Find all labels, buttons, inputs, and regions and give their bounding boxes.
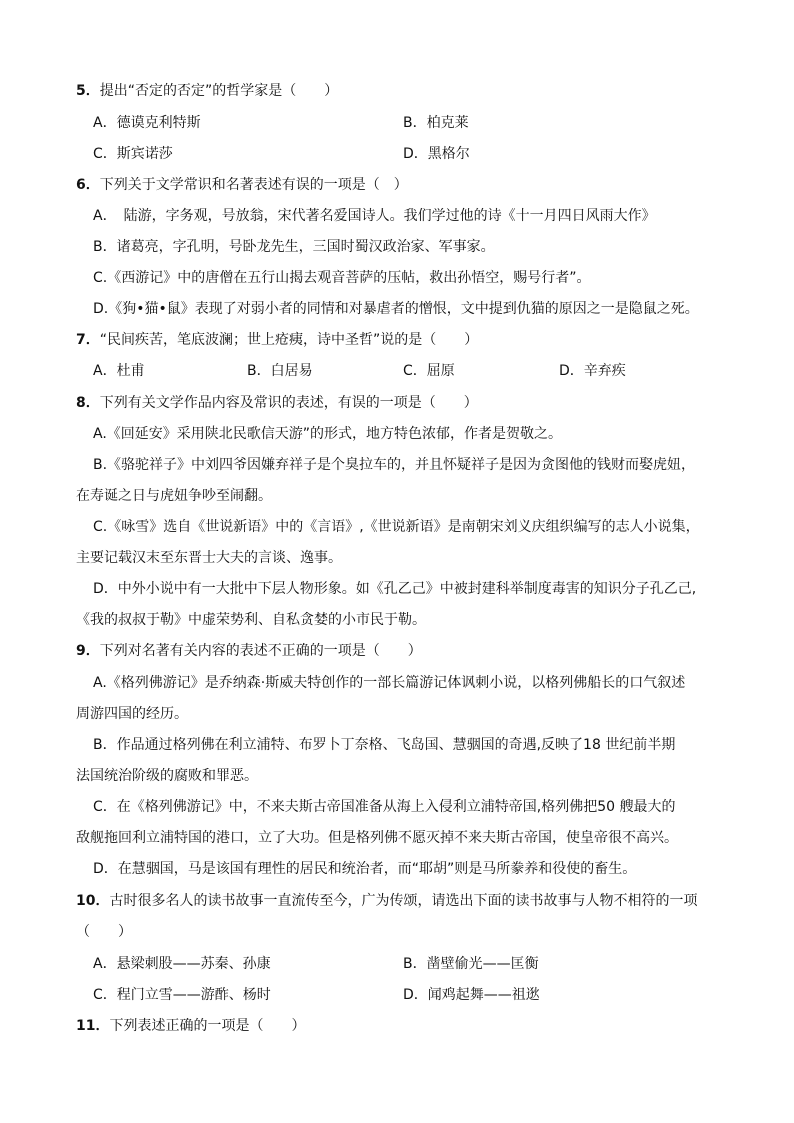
question-stem: 下列有关文学作品内容及常识的表述，有误的一项是（ ）	[99, 395, 478, 411]
option-b: B．凿壁偷光——匡衡	[403, 956, 539, 972]
option-a: A.《格列佛游记》是乔纳森·斯威夫特创作的一部长篇游记体讽刺小说，以格列佛船长的口气叙述	[93, 675, 686, 691]
option-b: B．作品通过格列佛在利立浦特、布罗卜丁奈格、飞岛国、慧骃国的奇遇,反映了18 世纪前半期	[93, 737, 676, 753]
option-c: C．在《格列佛游记》中，不来夫斯古帝国准备从海上入侵利立浦特帝国,格列佛把50 艘最大的	[93, 799, 676, 815]
option-a: A． 陆游，字务观，号放翁，宋代著名爱国诗人。我们学过他的诗《十一月四日风雨大作》	[93, 208, 656, 224]
option-d: D．在慧骃国，马是该国有理性的居民和统治者，而“耶胡”则是马所豢养和役使的畜生。	[93, 861, 637, 877]
option-c: C．程门立雪——游酢、杨时	[93, 987, 271, 1003]
question-5	[76, 81, 338, 101]
option-d-continued: 《我的叔叔于勒》中虚荣势利、自私贪婪的小市民于勒。	[76, 612, 426, 628]
question-stem: 古时很多名人的读书故事一直流传至今，广为传颂，请选出下面的读书故事与人物不相符的一项	[109, 893, 698, 909]
question-number: 7．	[76, 332, 100, 348]
question-6	[76, 175, 408, 195]
option-a: A．德谟克利特斯	[93, 115, 201, 131]
option-a-continued: 周游四国的经历。	[76, 706, 188, 722]
option-c: C.《西游记》中的唐僧在五行山揭去观音菩萨的压帖，救出孙悟空，赐号行者”。	[93, 270, 591, 286]
option-b: B．白居易	[247, 363, 313, 379]
option-c: C．屈原	[403, 363, 455, 379]
option-c: C．斯宾诺莎	[93, 146, 173, 162]
question-stem: 下列对名著有关内容的表述不正确的一项是（ ）	[99, 643, 422, 659]
option-a: A.《回延安》采用陕北民歌信天游”的形式，地方特色浓郁，作者是贺敬之。	[93, 426, 563, 442]
option-d: D．黑格尔	[403, 146, 470, 162]
question-10	[76, 891, 697, 911]
option-b-continued: 法国统治阶级的腐败和罪恶。	[76, 768, 258, 784]
question-number: 5．	[76, 83, 100, 99]
question-number: 11．	[76, 1018, 110, 1034]
option-d: D．中外小说中有一大批中下层人物形象。如《孔乙己》中被封建科举制度毒害的知识分子孔乙己,	[93, 581, 697, 597]
option-b: B.《骆驼祥子》中刘四爷因嫌弃祥子是个臭拉车的，并且怀疑祥子是因为贪图他的钱财而娶虎妞，	[93, 457, 696, 473]
option-d: D．闻鸡起舞——祖逖	[403, 987, 540, 1003]
question-stem: 下列关于文学常识和名著表述有误的一项是（ ）	[99, 177, 408, 193]
option-a: A．悬梁刺股——苏秦、孙康	[93, 956, 271, 972]
question-7	[76, 330, 478, 350]
question-stem: 提出“否定的否定”的哲学家是（ ）	[99, 83, 339, 99]
question-stem: 下列表述正确的一项是（ ）	[109, 1018, 306, 1034]
option-d: D．辛弃疾	[559, 363, 626, 379]
option-b: B．诸葛亮，字孔明，号卧龙先生，三国时蜀汉政治家、军事家。	[93, 239, 495, 255]
option-d: D.《狗•猫•鼠》表现了对弱小者的同情和对暴虐者的憎恨，文中提到仇猫的原因之一是隐鼠之死。	[93, 301, 699, 317]
question-11	[76, 1016, 305, 1036]
question-number: 6．	[76, 177, 100, 193]
question-8	[76, 393, 478, 413]
option-b-continued: 在寿诞之日与虎妞争吵至闹翻。	[76, 488, 272, 504]
option-c: C.《咏雪》选自《世说新语》中的《言语》,《世说新语》是南朝宋刘义庆组织编写的志人小说集，	[93, 519, 700, 535]
question-number: 9．	[76, 643, 100, 659]
question-number: 10．	[76, 893, 110, 909]
option-c-continued: 主要记载汉末至东晋士大夫的言谈、逸事。	[76, 550, 342, 566]
question-number: 8．	[76, 395, 100, 411]
question-9	[76, 641, 422, 661]
option-a: A．杜甫	[93, 363, 145, 379]
answer-blank: （ ）	[76, 924, 132, 940]
option-c-continued: 敌舰拖回利立浦特国的港口，立了大功。但是格列佛不愿灭掉不来夫斯古帝国，使皇帝很不高兴。	[76, 830, 678, 846]
question-stem: “民间疾苦，笔底波澜；世上疮痍，诗中圣哲”说的是（ ）	[99, 332, 479, 348]
option-b: B．柏克莱	[403, 115, 469, 131]
